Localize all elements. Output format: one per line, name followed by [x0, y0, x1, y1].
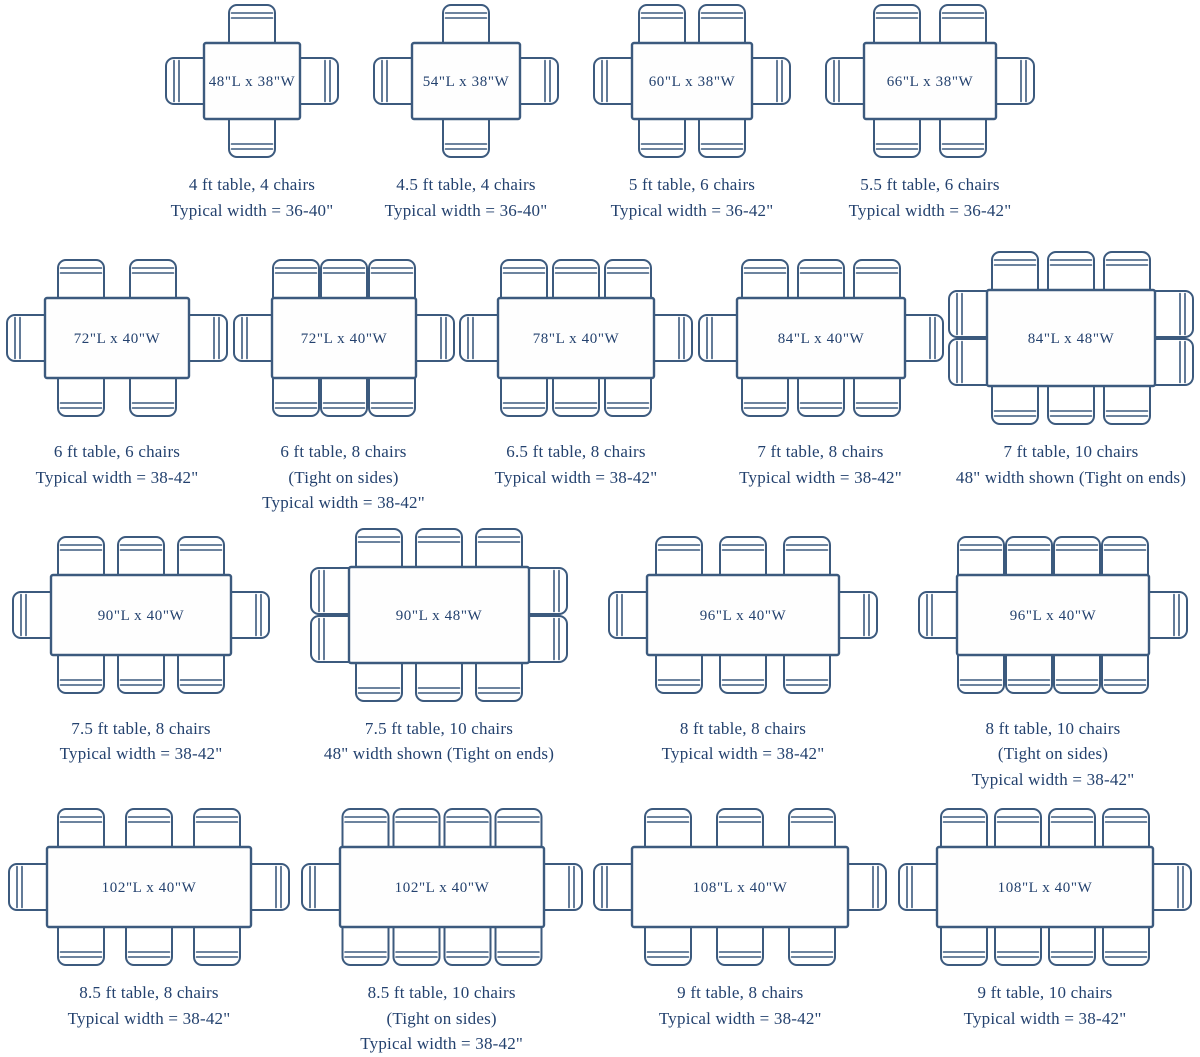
table-caption: [68, 980, 231, 1031]
table-diagram-cell: [6, 806, 292, 1031]
caption-line: Typical width = 38-42": [661, 744, 825, 763]
table-diagram-cell: [371, 2, 561, 223]
table-diagram: [823, 2, 1037, 160]
caption-line: (Tight on sides): [997, 744, 1109, 763]
caption-line: 6 ft table, 6 chairs: [53, 442, 181, 461]
caption-line: 6 ft table, 8 chairs: [280, 442, 407, 461]
table-diagram-cell: [10, 526, 272, 767]
table-caption: [956, 439, 1186, 490]
table-diagram-holder: [696, 249, 946, 427]
caption-line: (Tight on sides): [288, 467, 399, 487]
diagram-row: [0, 2, 1200, 223]
table-diagram: [10, 534, 272, 696]
table-diagram-cell: [231, 249, 457, 516]
table-diagram: [231, 257, 457, 419]
table-caption: [849, 172, 1012, 223]
table-diagram-holder: [308, 526, 570, 704]
caption-line: Typical width = 36-40": [170, 200, 334, 220]
caption-line: Typical width = 38-42": [494, 467, 658, 487]
table-size-label: 102"L x 40"W: [394, 880, 490, 896]
table-size-label: 60"L x 38"W: [648, 74, 736, 90]
caption-line: Typical width = 38-42": [971, 769, 1135, 789]
table-size-label: 72"L x 40"W: [73, 331, 161, 347]
table-diagram-holder: [10, 526, 272, 704]
table-caption: [659, 980, 822, 1031]
table-diagram: [4, 257, 230, 419]
table-size-label: 108"L x 40"W: [997, 880, 1093, 896]
diagram-row: [0, 806, 1200, 1057]
caption-line: 48" width shown (Tight on ends): [323, 744, 555, 763]
diagram-row: [0, 526, 1200, 793]
caption-line: 8.5 ft table, 10 chairs: [367, 983, 516, 1002]
table-diagram-holder: [591, 806, 889, 968]
table-caption: [495, 439, 658, 490]
table-caption: [324, 716, 554, 767]
caption-line: Typical width = 38-42": [67, 1008, 231, 1028]
table-diagram-cell: [606, 526, 880, 767]
caption-line: 7.5 ft table, 8 chairs: [71, 718, 211, 738]
table-size-label: 48"L x 38"W: [208, 74, 296, 90]
caption-line: Typical width = 36-42": [848, 200, 1012, 220]
table-size-label: 84"L x 40"W: [777, 331, 864, 347]
table-diagram-cell: [4, 249, 230, 490]
caption-line: 8.5 ft table, 8 chairs: [79, 983, 219, 1002]
table-caption: [262, 439, 425, 516]
table-caption: [964, 980, 1127, 1031]
table-diagram-holder: [896, 806, 1194, 968]
table-caption: [972, 716, 1135, 793]
table-size-label: 102"L x 40"W: [101, 880, 197, 896]
table-diagram-cell: [163, 2, 341, 223]
table-diagram-holder: [457, 249, 695, 427]
table-size-label: 72"L x 40"W: [300, 331, 387, 347]
table-caption: [60, 716, 223, 767]
table-diagram-cell: [591, 806, 889, 1031]
table-diagram-holder: [231, 249, 457, 427]
table-diagram-holder: [916, 526, 1190, 704]
caption-line: 5.5 ft table, 6 chairs: [860, 175, 1000, 194]
table-diagram-holder: [163, 2, 341, 160]
caption-line: 6.5 ft table, 8 chairs: [506, 442, 646, 461]
table-diagram-cell: [696, 249, 946, 490]
table-diagram-cell: [946, 249, 1196, 490]
table-diagram-holder: [606, 526, 880, 704]
table-diagram-cell: [823, 2, 1037, 223]
table-size-label: 108"L x 40"W: [692, 880, 788, 896]
table-diagram-cell: [896, 806, 1194, 1031]
table-size-label: 96"L x 40"W: [1009, 607, 1097, 624]
caption-line: (Tight on sides): [386, 1008, 497, 1028]
caption-line: 4 ft table, 4 chairs: [188, 175, 316, 194]
table-diagram: [163, 2, 341, 160]
table-size-label: 90"L x 40"W: [97, 607, 185, 624]
table-size-label: 90"L x 48"W: [395, 607, 483, 624]
caption-line: 7.5 ft table, 10 chairs: [364, 718, 514, 738]
table-diagram: [457, 257, 695, 419]
caption-line: Typical width = 38-42": [262, 493, 425, 512]
table-diagram-holder: [6, 806, 292, 968]
table-diagram-cell: [308, 526, 570, 767]
table-diagram: [591, 806, 889, 968]
table-diagram: [6, 806, 292, 968]
table-size-label: 84"L x 48"W: [1027, 331, 1115, 347]
caption-line: Typical width = 38-42": [658, 1008, 822, 1028]
table-caption: [171, 172, 334, 223]
caption-line: 8 ft table, 8 chairs: [679, 718, 807, 738]
table-diagram: [606, 534, 880, 696]
table-diagram: [371, 2, 561, 160]
caption-line: Typical width = 36-42": [610, 200, 774, 220]
table-size-label: 96"L x 40"W: [699, 607, 787, 624]
caption-line: 8 ft table, 10 chairs: [985, 718, 1121, 738]
caption-line: Typical width = 36-40": [384, 200, 548, 220]
table-caption: [385, 172, 548, 223]
caption-line: Typical width = 38-42": [963, 1008, 1127, 1028]
diagram-row: [0, 249, 1200, 516]
table-diagram-holder: [823, 2, 1037, 160]
table-caption: [662, 716, 825, 767]
table-diagram-holder: [4, 249, 230, 427]
table-diagram-holder: [299, 806, 585, 968]
table-caption: [611, 172, 774, 223]
table-diagram: [696, 257, 946, 419]
table-diagram-cell: [591, 2, 793, 223]
caption-line: 7 ft table, 8 chairs: [757, 442, 884, 461]
table-diagram: [916, 534, 1190, 696]
table-diagram: [896, 806, 1194, 968]
caption-line: Typical width = 38-42": [360, 1034, 524, 1053]
table-caption: [36, 439, 199, 490]
table-diagram-holder: [946, 249, 1196, 427]
table-diagram: [308, 526, 570, 704]
caption-line: 9 ft table, 8 chairs: [677, 983, 804, 1002]
caption-line: 9 ft table, 10 chairs: [977, 983, 1113, 1002]
caption-line: 48" width shown (Tight on ends): [955, 467, 1187, 487]
caption-line: Typical width = 38-42": [35, 467, 199, 487]
caption-line: 7 ft table, 10 chairs: [1003, 442, 1139, 461]
table-diagram-cell: [299, 806, 585, 1057]
table-caption: [360, 980, 523, 1057]
table-diagram: [299, 806, 585, 968]
caption-line: Typical width = 38-42": [739, 467, 902, 487]
table-diagram-cell: [457, 249, 695, 490]
caption-line: 4.5 ft table, 4 chairs: [396, 175, 536, 194]
table-diagram-holder: [591, 2, 793, 160]
table-diagram: [946, 249, 1196, 427]
table-diagram-cell: [916, 526, 1190, 793]
table-size-label: 78"L x 40"W: [532, 331, 620, 347]
table-diagram: [591, 2, 793, 160]
caption-line: 5 ft table, 6 chairs: [628, 175, 756, 194]
table-diagram-holder: [371, 2, 561, 160]
table-size-label: 66"L x 38"W: [886, 74, 974, 90]
table-caption: [739, 439, 902, 490]
table-size-label: 54"L x 38"W: [422, 74, 510, 90]
caption-line: Typical width = 38-42": [59, 744, 223, 763]
